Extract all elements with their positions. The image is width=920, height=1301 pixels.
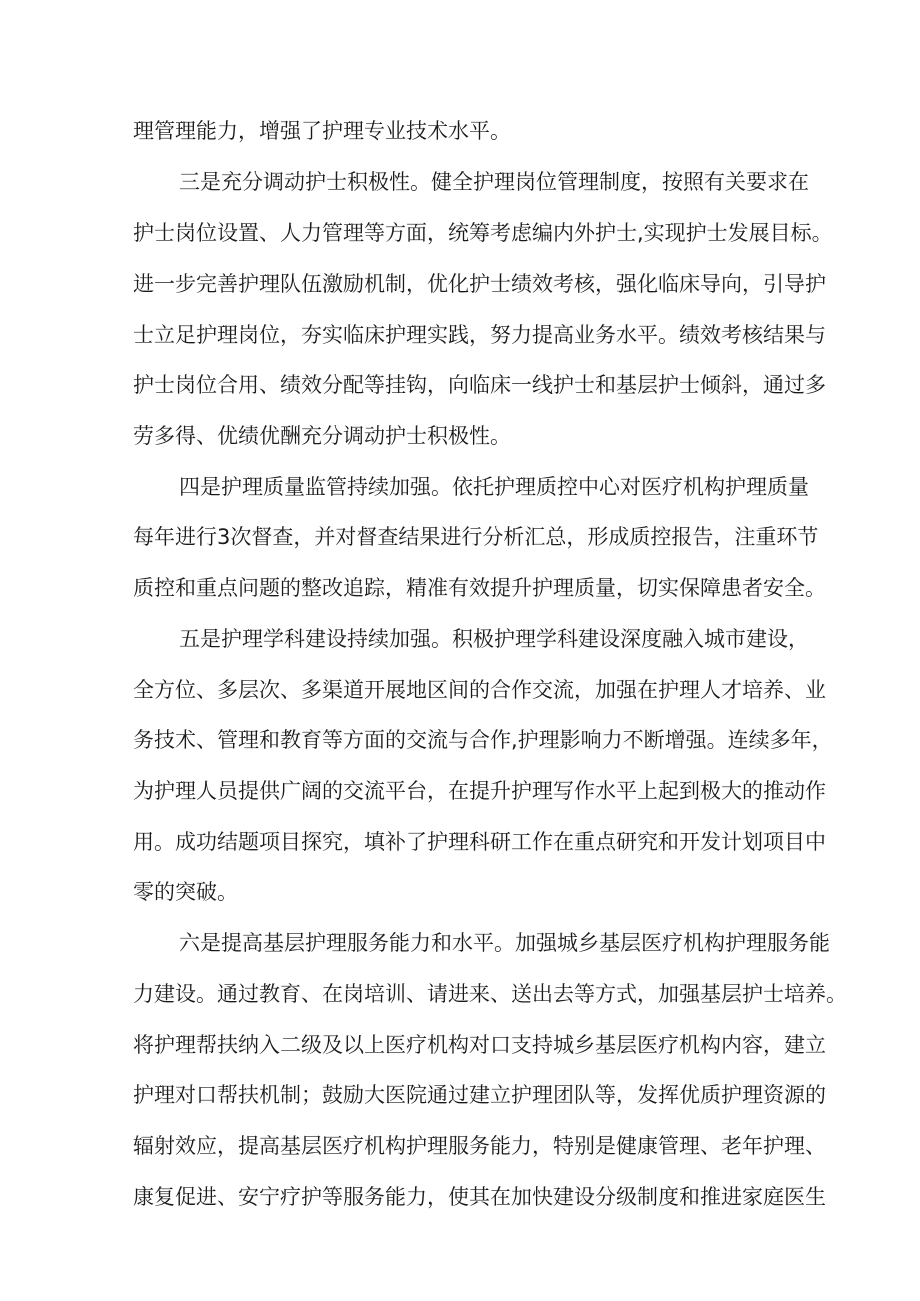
- text-line: 务技术、管理和教育等方面的交流与合作,护理影响力不断增强。连续多年，: [133, 728, 833, 752]
- text-line: 劳多得、优绩优酬充分调动护士积极性。: [133, 424, 511, 448]
- text-line: 士立足护理岗位，夯实临床护理实践，努力提高业务水平。绩效考核结果与: [133, 323, 826, 347]
- text-line: 力建设。通过教育、在岗培训、请进来、送出去等方式，加强基层护士培养。: [133, 982, 847, 1006]
- text-line: 零的突破。: [133, 880, 238, 904]
- text-line: 辐射效应，提高基层医疗机构护理服务能力，特别是健康管理、老年护理、: [133, 1134, 826, 1158]
- paragraph-4-start: 四是护理质量监管持续加强。依托护理质控中心对医疗机构护理质量: [179, 475, 809, 499]
- text-line: 护士岗位合用、绩效分配等挂钩，向临床一线护士和基层护士倾斜，通过多: [133, 373, 826, 397]
- paragraph-3-start: 三是充分调动护士积极性。健全护理岗位管理制度，按照有关要求在: [179, 170, 809, 194]
- text-line: 护理对口帮扶机制；鼓励大医院通过建立护理团队等，发挥优质护理资源的: [133, 1083, 826, 1107]
- text-line: 全方位、多层次、多渠道开展地区间的合作交流，加强在护理人才培养、业: [133, 678, 826, 702]
- text-line: 每年进行3次督查，并对督查结果进行分析汇总，形成质控报告，注重环节: [133, 525, 819, 549]
- text-line: 用。成功结题项目探究，填补了护理科研工作在重点研究和开发计划项目中: [133, 830, 826, 854]
- text-line: 进一步完善护理队伍激励机制，优化护士绩效考核，强化临床导向，引导护: [133, 272, 826, 296]
- paragraph-5-start: 五是护理学科建设持续加强。积极护理学科建设深度融入城市建设，: [179, 627, 809, 651]
- text-line-continuation: 理管理能力，增强了护理专业技术水平。: [133, 119, 511, 143]
- text-line: 质控和重点问题的整改追踪，精准有效提升护理质量，切实保障患者安全。: [133, 576, 826, 600]
- text-line: 护士岗位设置、人力管理等方面，统筹考虑编内外护士,实现护士发展目标。: [133, 221, 833, 245]
- text-line: 将护理帮扶纳入二级及以上医疗机构对口支持城乡基层医疗机构内容，建立: [133, 1033, 826, 1057]
- paragraph-6-start: 六是提高基层护理服务能力和水平。加强城乡基层医疗机构护理服务能: [179, 931, 830, 955]
- text-line: 康复促进、安宁疗护等服务能力，使其在加快建设分级制度和推进家庭医生: [133, 1185, 826, 1209]
- text-line: 为护理人员提供广阔的交流平台，在提升护理写作水平上起到极大的推动作: [133, 779, 826, 803]
